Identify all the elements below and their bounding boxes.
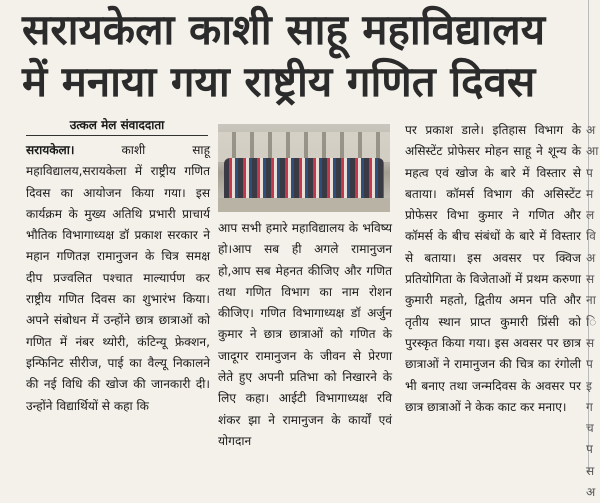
- article-headline: [22, 4, 582, 108]
- adjacent-article-text: अ आ प म ल वि अ स ना ि स प इ ग च प स अ: [586, 123, 599, 500]
- article-column-2: [218, 218, 392, 472]
- column-2-text: आप सभी हमारे महाविद्यालय के भविष्य हो।आप सब ही अगले रामानुजन हो,आप सब मेहनत कीजिए और गणित तथा गणित विभाग का नाम रोशन कीजिए। गणित विभागाध्यक्ष डॉ अर्जुन कुमार ने छात्र छात्राओं को गणित के जादूगर रामानुजन के जीवन से प्रेरणा लेते हुए अपनी प्रतिभा को निखारने के लिए कहा। आईटी विभागाध्यक्ष रवि शंकर झा ने रामानुजन के कार्यों एवं योगदान: [218, 221, 392, 448]
- byline: उत्कल मेल संवाददाता: [26, 116, 208, 136]
- adjacent-article-edge: [586, 120, 600, 500]
- photo-group-of-students: [224, 158, 384, 198]
- dateline: सरायकेला।: [26, 143, 75, 157]
- photo-ground: [218, 198, 390, 212]
- column-1-paragraph: [26, 140, 210, 417]
- event-photo: [218, 124, 390, 212]
- headline-line-1: सरायकेला काशी साहू महाविद्यालय: [22, 5, 546, 54]
- column-1-text: काशी साहू महाविद्यालय,सरायकेला में राष्ट्रीय गणित दिवस का आयोजन किया गया। इस कार्यक्रम के मुख्य अतिथि प्रभारी प्राचार्य भौतिक विभागाध्यक्ष डॉ प्रकाश सरकार ने महान गणितज्ञ रामानुजन के चित्र समक्ष दीप प्रज्वलित पश्चात माल्यार्पण कर राष्ट्रीय गणित दिवस का शुभारंभ किया।अपने संबोधन में उन्होंने छात्र छात्राओं को गणित में नंबर थ्योरी, कंटिन्यू फ्रेक्शन, इन्फिनिट सीरीज, पाई का वैल्यू निकालने की नई विधि की खोज की जानकारी दी। उन्होंने विद्यार्थियों से कहा कि: [26, 143, 210, 413]
- article-column-1: [26, 140, 210, 470]
- column-3-text: पर प्रकाश डाले। इतिहास विभाग के असिस्टेंट प्रोफेसर मोहन साहू ने शून्य के महत्व एवं खोज के बारे में विस्तार से बताया। कॉमर्स विभाग की असिस्टेंट प्रोफेसर विभा कुमार ने गणित और कॉमर्स के बीच संबंधों के बारे में विस्तार से बताया। इस अवसर पर क्विज प्रतियोगिता के विजेताओं में प्रथम करुणा कुमारी महतो, द्वितीय अमन पति और तृतीय स्थान प्राप्त कुमारी प्रिंसी को पुरस्कृत किया गया। इस अवसर पर छात्र छात्राओं ने रामानुजन की चित्र का रंगोली भी बनाए तथा जन्मदिवस के अवसर पर छात्र छात्राओं ने केक काट कर मनाए।: [405, 123, 581, 414]
- article-column-3: [405, 120, 581, 470]
- headline-line-2: में मनाया गया राष्ट्रीय गणित दिवस: [22, 57, 536, 106]
